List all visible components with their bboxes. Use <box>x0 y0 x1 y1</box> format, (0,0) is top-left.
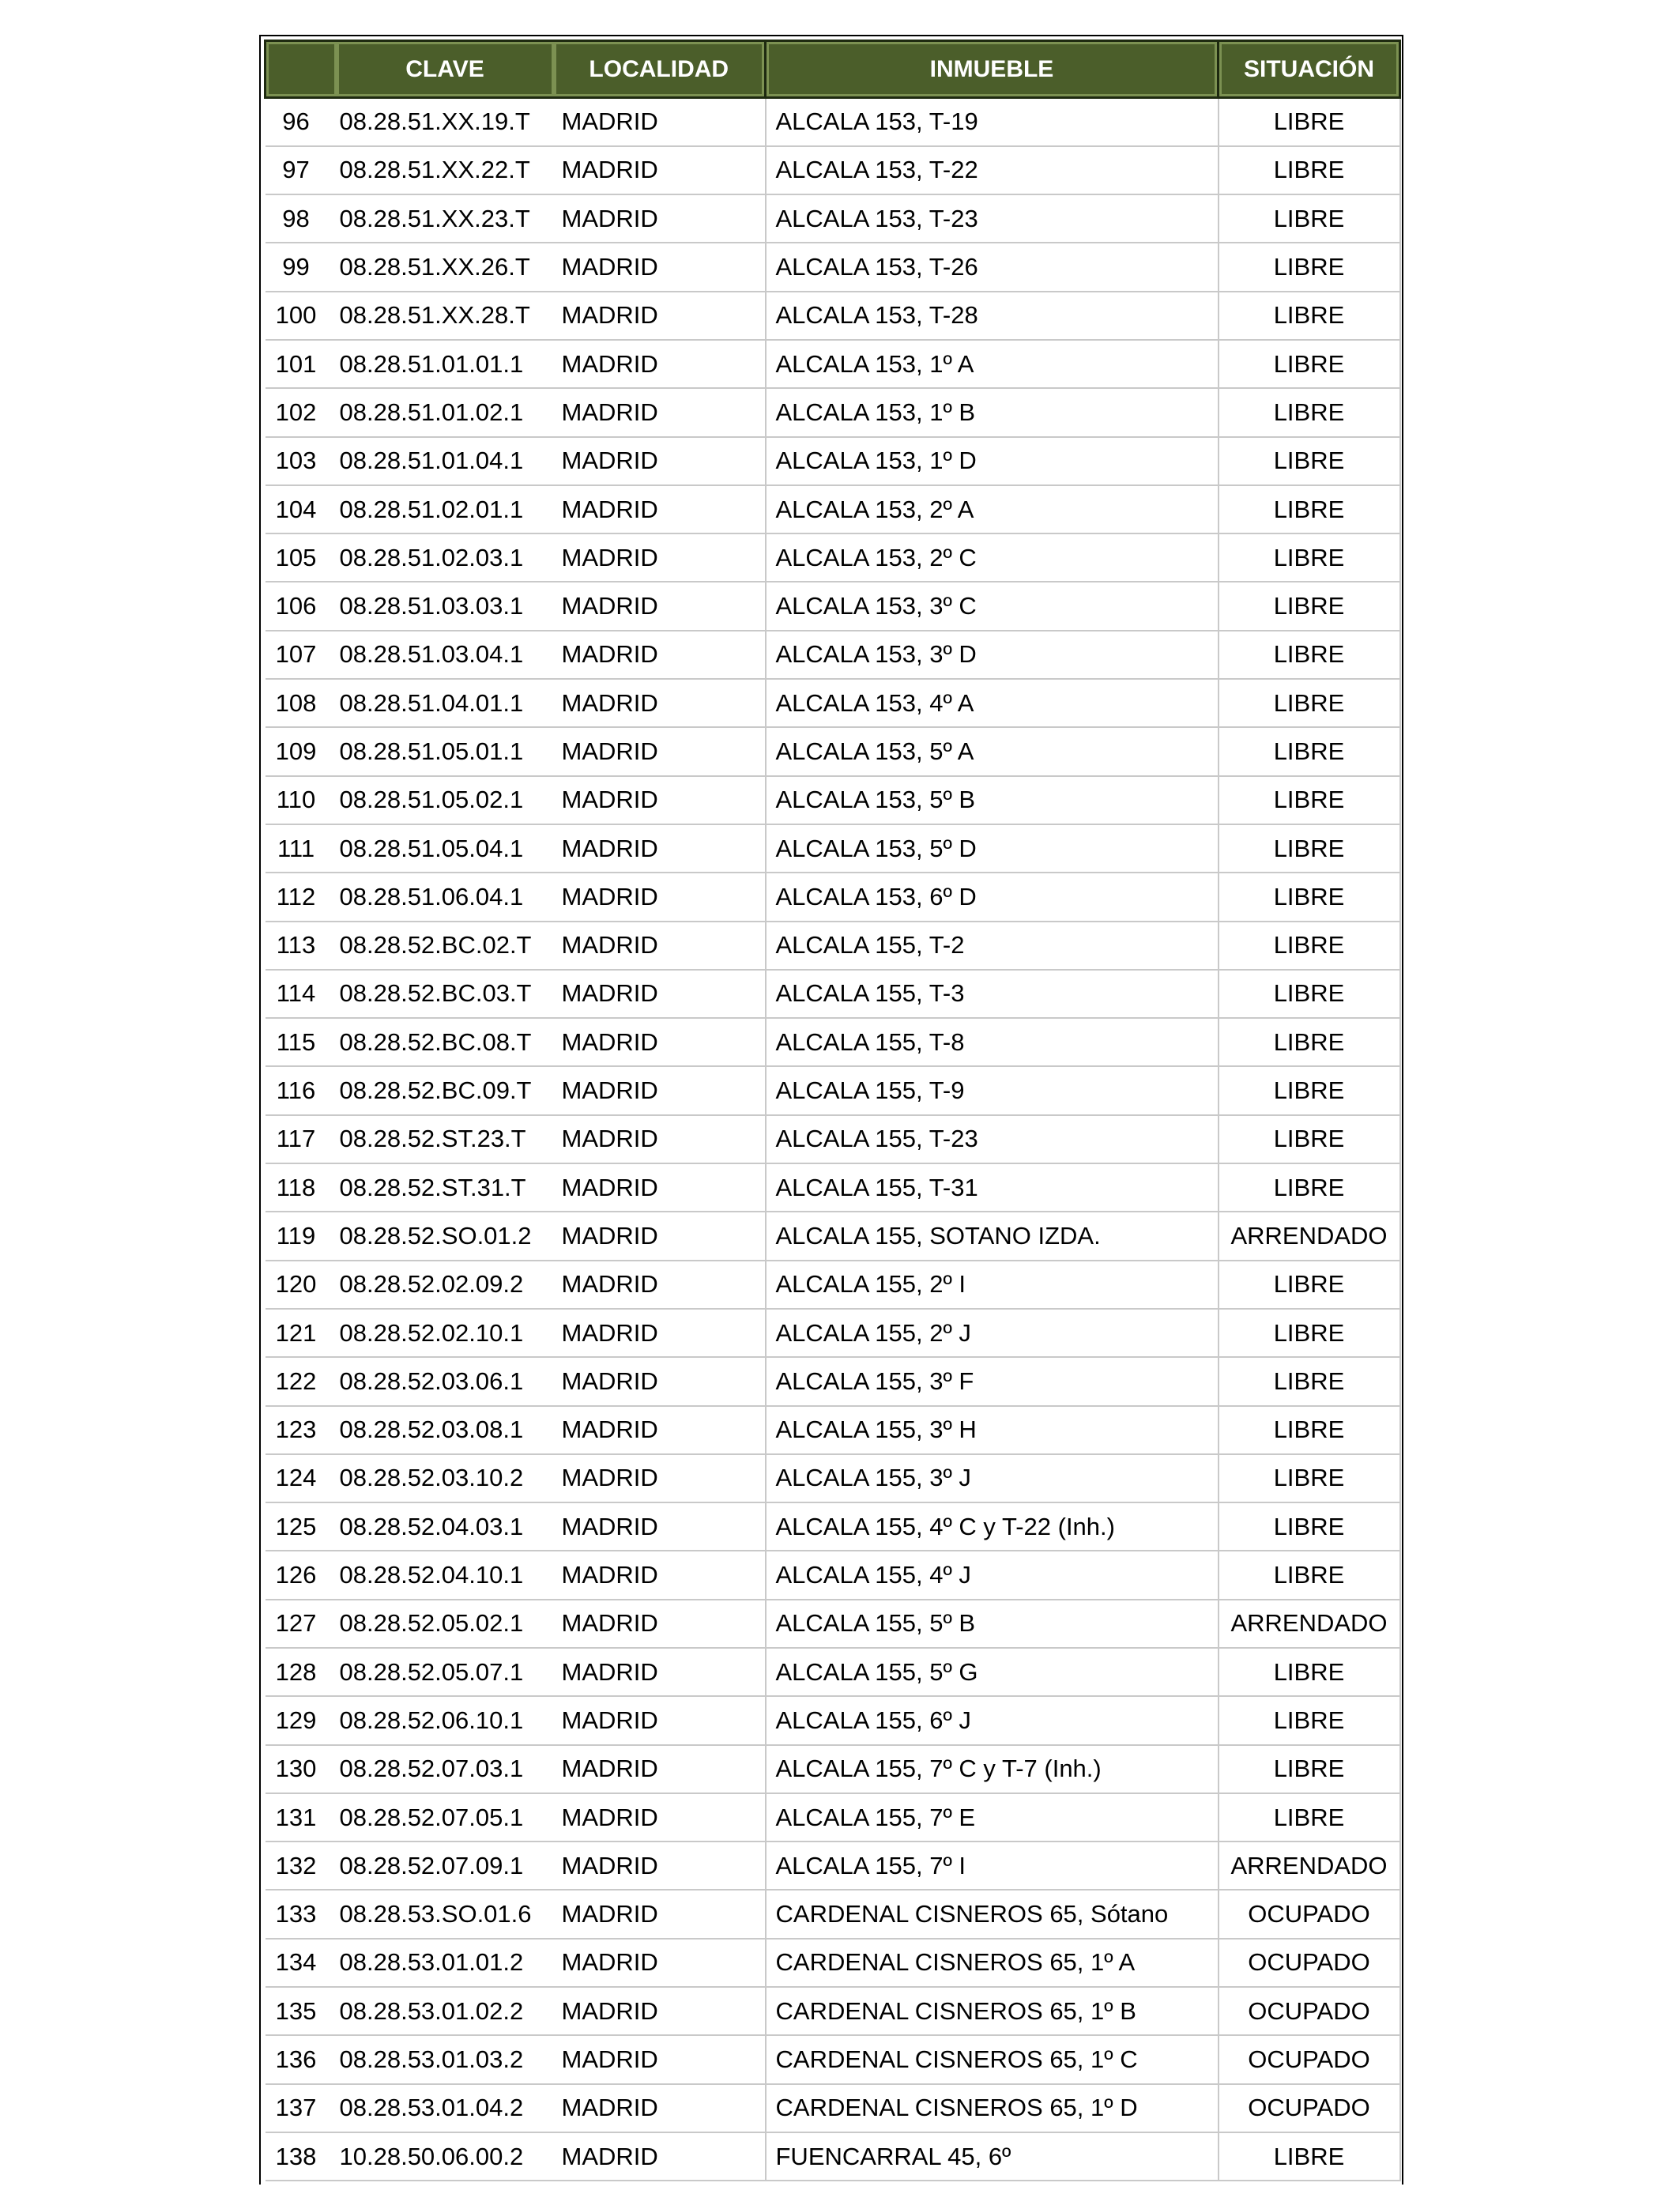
table-row <box>266 388 1400 436</box>
situacion-cell: LIBRE <box>1219 340 1400 388</box>
table-row <box>266 98 1400 146</box>
row-number: 97 <box>266 146 337 194</box>
row-number: 114 <box>266 970 337 1018</box>
clave-cell: 08.28.51.XX.22.T <box>337 146 554 194</box>
inmueble-cell: ALCALA 155, 7º E <box>766 1793 1219 1842</box>
situacion-cell: LIBRE <box>1219 194 1400 243</box>
table-row <box>266 873 1400 921</box>
clave-cell: 08.28.52.02.10.1 <box>337 1309 554 1357</box>
inmueble-cell: CARDENAL CISNEROS 65, 1º D <box>766 2084 1219 2132</box>
situacion-cell: LIBRE <box>1219 970 1400 1018</box>
inmueble-cell: ALCALA 155, 2º J <box>766 1309 1219 1357</box>
clave-cell: 08.28.52.05.07.1 <box>337 1648 554 1696</box>
inmueble-cell: ALCALA 155, 3º H <box>766 1406 1219 1454</box>
clave-cell: 08.28.53.01.02.2 <box>337 1987 554 2035</box>
clave-cell: 08.28.52.05.02.1 <box>337 1600 554 1648</box>
localidad-cell: MADRID <box>554 1696 766 1744</box>
inmueble-cell: CARDENAL CISNEROS 65, 1º A <box>766 1939 1219 1987</box>
clave-cell: 08.28.52.BC.03.T <box>337 970 554 1018</box>
row-number: 110 <box>266 776 337 824</box>
localidad-cell: MADRID <box>554 1745 766 1793</box>
row-number: 101 <box>266 340 337 388</box>
localidad-cell: MADRID <box>554 292 766 340</box>
situacion-cell: LIBRE <box>1219 533 1400 582</box>
localidad-cell: MADRID <box>554 485 766 533</box>
situacion-cell: LIBRE <box>1219 631 1400 679</box>
localidad-cell: MADRID <box>554 873 766 921</box>
clave-cell: 08.28.52.ST.23.T <box>337 1115 554 1163</box>
inmueble-cell: ALCALA 155, T-3 <box>766 970 1219 1018</box>
inmueble-cell: ALCALA 155, T-23 <box>766 1115 1219 1163</box>
localidad-cell: MADRID <box>554 1890 766 1938</box>
situacion-cell: LIBRE <box>1219 292 1400 340</box>
localidad-cell: MADRID <box>554 2132 766 2181</box>
inmueble-cell: ALCALA 155, 7º C y T-7 (Inh.) <box>766 1745 1219 1793</box>
localidad-cell: MADRID <box>554 98 766 146</box>
situacion-cell: LIBRE <box>1219 679 1400 727</box>
clave-cell: 08.28.52.BC.02.T <box>337 922 554 970</box>
inmueble-cell: ALCALA 155, T-8 <box>766 1018 1219 1066</box>
situacion-cell: LIBRE <box>1219 922 1400 970</box>
inmueble-cell: ALCALA 153, 2º A <box>766 485 1219 533</box>
situacion-cell: LIBRE <box>1219 485 1400 533</box>
table-row <box>266 437 1400 485</box>
row-number: 130 <box>266 1745 337 1793</box>
situacion-cell: LIBRE <box>1219 243 1400 291</box>
localidad-cell: MADRID <box>554 1793 766 1842</box>
clave-cell: 08.28.51.01.02.1 <box>337 388 554 436</box>
row-number: 134 <box>266 1939 337 1987</box>
clave-cell: 08.28.51.XX.28.T <box>337 292 554 340</box>
row-number: 104 <box>266 485 337 533</box>
clave-cell: 08.28.51.05.02.1 <box>337 776 554 824</box>
inmueble-cell: ALCALA 155, T-9 <box>766 1066 1219 1114</box>
inmueble-cell: ALCALA 153, 3º D <box>766 631 1219 679</box>
clave-cell: 08.28.52.07.05.1 <box>337 1793 554 1842</box>
row-number: 138 <box>266 2132 337 2181</box>
situacion-cell: OCUPADO <box>1219 1939 1400 1987</box>
table-row <box>266 1502 1400 1551</box>
inmueble-cell: ALCALA 153, 1º B <box>766 388 1219 436</box>
situacion-cell: LIBRE <box>1219 388 1400 436</box>
table-row <box>266 1357 1400 1405</box>
inmueble-cell: ALCALA 155, 5º G <box>766 1648 1219 1696</box>
localidad-cell: MADRID <box>554 1551 766 1599</box>
table-row <box>266 1163 1400 1212</box>
table-row <box>266 533 1400 582</box>
inmueble-cell: ALCALA 153, 1º D <box>766 437 1219 485</box>
localidad-cell: MADRID <box>554 824 766 873</box>
table-row <box>266 1212 1400 1260</box>
clave-cell: 08.28.51.03.03.1 <box>337 582 554 630</box>
row-number: 119 <box>266 1212 337 1260</box>
inmueble-cell: ALCALA 155, 4º J <box>766 1551 1219 1599</box>
localidad-cell: MADRID <box>554 1987 766 2035</box>
clave-cell: 08.28.51.06.04.1 <box>337 873 554 921</box>
clave-cell: 08.28.51.XX.26.T <box>337 243 554 291</box>
row-number: 99 <box>266 243 337 291</box>
row-number: 122 <box>266 1357 337 1405</box>
table-header-row <box>266 41 1400 98</box>
localidad-cell: MADRID <box>554 970 766 1018</box>
header-situacion: SITUACIÓN <box>1219 41 1400 98</box>
inmueble-cell: ALCALA 153, T-23 <box>766 194 1219 243</box>
clave-cell: 08.28.52.07.09.1 <box>337 1842 554 1890</box>
situacion-cell: ARRENDADO <box>1219 1600 1400 1648</box>
inmueble-cell: ALCALA 153, 5º B <box>766 776 1219 824</box>
localidad-cell: MADRID <box>554 146 766 194</box>
row-number: 103 <box>266 437 337 485</box>
clave-cell: 08.28.52.06.10.1 <box>337 1696 554 1744</box>
localidad-cell: MADRID <box>554 340 766 388</box>
table-row <box>266 679 1400 727</box>
table-row <box>266 1018 1400 1066</box>
header-clave: CLAVE <box>337 41 554 98</box>
clave-cell: 08.28.52.04.10.1 <box>337 1551 554 1599</box>
inmueble-cell: ALCALA 155, 7º I <box>766 1842 1219 1890</box>
situacion-cell: LIBRE <box>1219 776 1400 824</box>
row-number: 112 <box>266 873 337 921</box>
clave-cell: 08.28.52.SO.01.2 <box>337 1212 554 1260</box>
situacion-cell: LIBRE <box>1219 98 1400 146</box>
localidad-cell: MADRID <box>554 1261 766 1309</box>
clave-cell: 08.28.51.05.01.1 <box>337 727 554 775</box>
situacion-cell: LIBRE <box>1219 873 1400 921</box>
inmueble-cell: FUENCARRAL 45, 6º <box>766 2132 1219 2181</box>
row-number: 109 <box>266 727 337 775</box>
localidad-cell: MADRID <box>554 1066 766 1114</box>
clave-cell: 08.28.52.04.03.1 <box>337 1502 554 1551</box>
situacion-cell: ARRENDADO <box>1219 1842 1400 1890</box>
row-number: 123 <box>266 1406 337 1454</box>
table-row <box>266 1454 1400 1502</box>
situacion-cell: LIBRE <box>1219 437 1400 485</box>
localidad-cell: MADRID <box>554 1163 766 1212</box>
clave-cell: 08.28.53.SO.01.6 <box>337 1890 554 1938</box>
row-number: 125 <box>266 1502 337 1551</box>
row-number: 133 <box>266 1890 337 1938</box>
localidad-cell: MADRID <box>554 388 766 436</box>
row-number: 137 <box>266 2084 337 2132</box>
clave-cell: 08.28.51.04.01.1 <box>337 679 554 727</box>
row-number: 120 <box>266 1261 337 1309</box>
localidad-cell: MADRID <box>554 1357 766 1405</box>
table-row <box>266 1551 1400 1599</box>
situacion-cell: OCUPADO <box>1219 1890 1400 1938</box>
table-body <box>266 98 1400 2181</box>
situacion-cell: LIBRE <box>1219 146 1400 194</box>
situacion-cell: LIBRE <box>1219 1502 1400 1551</box>
clave-cell: 08.28.52.BC.08.T <box>337 1018 554 1066</box>
table-row <box>266 922 1400 970</box>
row-number: 117 <box>266 1115 337 1163</box>
row-number: 113 <box>266 922 337 970</box>
table-row <box>266 1793 1400 1842</box>
inmueble-cell: ALCALA 153, 5º A <box>766 727 1219 775</box>
table-row <box>266 824 1400 873</box>
row-number: 128 <box>266 1648 337 1696</box>
localidad-cell: MADRID <box>554 1309 766 1357</box>
localidad-cell: MADRID <box>554 243 766 291</box>
row-number: 136 <box>266 2035 337 2083</box>
inmueble-cell: ALCALA 155, 6º J <box>766 1696 1219 1744</box>
localidad-cell: MADRID <box>554 679 766 727</box>
localidad-cell: MADRID <box>554 1842 766 1890</box>
localidad-cell: MADRID <box>554 1600 766 1648</box>
localidad-cell: MADRID <box>554 631 766 679</box>
row-number: 127 <box>266 1600 337 1648</box>
row-number: 96 <box>266 98 337 146</box>
localidad-cell: MADRID <box>554 533 766 582</box>
inmueble-cell: ALCALA 153, T-22 <box>766 146 1219 194</box>
clave-cell: 08.28.52.03.06.1 <box>337 1357 554 1405</box>
inmueble-cell: ALCALA 153, 2º C <box>766 533 1219 582</box>
table-row <box>266 243 1400 291</box>
inmueble-cell: CARDENAL CISNEROS 65, 1º C <box>766 2035 1219 2083</box>
table-row <box>266 776 1400 824</box>
row-number: 98 <box>266 194 337 243</box>
table-row <box>266 1600 1400 1648</box>
inmueble-cell: ALCALA 153, T-26 <box>766 243 1219 291</box>
row-number: 135 <box>266 1987 337 2035</box>
row-number: 105 <box>266 533 337 582</box>
situacion-cell: LIBRE <box>1219 1357 1400 1405</box>
table-row <box>266 1066 1400 1114</box>
property-table <box>264 40 1401 2181</box>
inmueble-cell: ALCALA 153, 5º D <box>766 824 1219 873</box>
inmueble-cell: ALCALA 153, T-28 <box>766 292 1219 340</box>
localidad-cell: MADRID <box>554 1018 766 1066</box>
situacion-cell: OCUPADO <box>1219 1987 1400 2035</box>
header-localidad: LOCALIDAD <box>554 41 766 98</box>
clave-cell: 08.28.51.05.04.1 <box>337 824 554 873</box>
clave-cell: 08.28.51.01.01.1 <box>337 340 554 388</box>
table-row <box>266 1890 1400 1938</box>
row-number: 111 <box>266 824 337 873</box>
localidad-cell: MADRID <box>554 776 766 824</box>
clave-cell: 08.28.53.01.04.2 <box>337 2084 554 2132</box>
table-row <box>266 292 1400 340</box>
situacion-cell: LIBRE <box>1219 1648 1400 1696</box>
row-number: 124 <box>266 1454 337 1502</box>
table-row <box>266 1115 1400 1163</box>
situacion-cell: LIBRE <box>1219 1406 1400 1454</box>
table-row <box>266 2132 1400 2181</box>
localidad-cell: MADRID <box>554 1115 766 1163</box>
inmueble-cell: ALCALA 155, 3º J <box>766 1454 1219 1502</box>
situacion-cell: LIBRE <box>1219 1309 1400 1357</box>
situacion-cell: LIBRE <box>1219 1163 1400 1212</box>
row-number: 108 <box>266 679 337 727</box>
inmueble-cell: ALCALA 153, 3º C <box>766 582 1219 630</box>
inmueble-cell: CARDENAL CISNEROS 65, Sótano <box>766 1890 1219 1938</box>
clave-cell: 08.28.52.03.10.2 <box>337 1454 554 1502</box>
situacion-cell: LIBRE <box>1219 1793 1400 1842</box>
localidad-cell: MADRID <box>554 194 766 243</box>
row-number: 106 <box>266 582 337 630</box>
inmueble-cell: ALCALA 155, SOTANO IZDA. <box>766 1212 1219 1260</box>
situacion-cell: LIBRE <box>1219 1018 1400 1066</box>
clave-cell: 08.28.52.07.03.1 <box>337 1745 554 1793</box>
row-number: 129 <box>266 1696 337 1744</box>
row-number: 115 <box>266 1018 337 1066</box>
table-row <box>266 631 1400 679</box>
table-row <box>266 1939 1400 1987</box>
row-number: 121 <box>266 1309 337 1357</box>
table-row <box>266 582 1400 630</box>
row-number: 131 <box>266 1793 337 1842</box>
table-row <box>266 1696 1400 1744</box>
localidad-cell: MADRID <box>554 437 766 485</box>
clave-cell: 08.28.51.02.01.1 <box>337 485 554 533</box>
table-row <box>266 1987 1400 2035</box>
table-row <box>266 1406 1400 1454</box>
table-row <box>266 1842 1400 1890</box>
table-row <box>266 970 1400 1018</box>
situacion-cell: LIBRE <box>1219 1115 1400 1163</box>
situacion-cell: LIBRE <box>1219 2132 1400 2181</box>
table-row <box>266 1745 1400 1793</box>
table-row <box>266 2084 1400 2132</box>
localidad-cell: MADRID <box>554 1939 766 1987</box>
inmueble-cell: ALCALA 153, 1º A <box>766 340 1219 388</box>
clave-cell: 10.28.50.06.00.2 <box>337 2132 554 2181</box>
clave-cell: 08.28.51.02.03.1 <box>337 533 554 582</box>
clave-cell: 08.28.52.03.08.1 <box>337 1406 554 1454</box>
localidad-cell: MADRID <box>554 1648 766 1696</box>
inmueble-cell: ALCALA 155, 5º B <box>766 1600 1219 1648</box>
row-number: 100 <box>266 292 337 340</box>
clave-cell: 08.28.53.01.03.2 <box>337 2035 554 2083</box>
situacion-cell: ARRENDADO <box>1219 1212 1400 1260</box>
table-row <box>266 2035 1400 2083</box>
row-number: 116 <box>266 1066 337 1114</box>
inmueble-cell: ALCALA 155, 4º C y T-22 (Inh.) <box>766 1502 1219 1551</box>
localidad-cell: MADRID <box>554 922 766 970</box>
clave-cell: 08.28.53.01.01.2 <box>337 1939 554 1987</box>
row-number: 118 <box>266 1163 337 1212</box>
clave-cell: 08.28.52.ST.31.T <box>337 1163 554 1212</box>
localidad-cell: MADRID <box>554 1502 766 1551</box>
table-row <box>266 485 1400 533</box>
table-row <box>266 146 1400 194</box>
localidad-cell: MADRID <box>554 727 766 775</box>
table-row <box>266 1261 1400 1309</box>
row-number: 102 <box>266 388 337 436</box>
situacion-cell: LIBRE <box>1219 1696 1400 1744</box>
inmueble-cell: ALCALA 153, 6º D <box>766 873 1219 921</box>
situacion-cell: LIBRE <box>1219 1066 1400 1114</box>
table-row <box>266 1648 1400 1696</box>
localidad-cell: MADRID <box>554 1212 766 1260</box>
situacion-cell: LIBRE <box>1219 1454 1400 1502</box>
row-number: 107 <box>266 631 337 679</box>
row-number: 132 <box>266 1842 337 1890</box>
inmueble-cell: ALCALA 155, T-2 <box>766 922 1219 970</box>
situacion-cell: LIBRE <box>1219 1551 1400 1599</box>
header-inmueble: INMUEBLE <box>766 41 1219 98</box>
row-number: 126 <box>266 1551 337 1599</box>
inmueble-cell: ALCALA 155, 2º I <box>766 1261 1219 1309</box>
clave-cell: 08.28.52.BC.09.T <box>337 1066 554 1114</box>
inmueble-cell: ALCALA 155, 3º F <box>766 1357 1219 1405</box>
localidad-cell: MADRID <box>554 1454 766 1502</box>
situacion-cell: LIBRE <box>1219 727 1400 775</box>
table-row <box>266 727 1400 775</box>
situacion-cell: OCUPADO <box>1219 2035 1400 2083</box>
localidad-cell: MADRID <box>554 582 766 630</box>
clave-cell: 08.28.52.02.09.2 <box>337 1261 554 1309</box>
inmueble-cell: ALCALA 155, T-31 <box>766 1163 1219 1212</box>
localidad-cell: MADRID <box>554 1406 766 1454</box>
localidad-cell: MADRID <box>554 2035 766 2083</box>
clave-cell: 08.28.51.03.04.1 <box>337 631 554 679</box>
situacion-cell: LIBRE <box>1219 824 1400 873</box>
clave-cell: 08.28.51.XX.19.T <box>337 98 554 146</box>
situacion-cell: LIBRE <box>1219 1745 1400 1793</box>
inmueble-cell: CARDENAL CISNEROS 65, 1º B <box>766 1987 1219 2035</box>
localidad-cell: MADRID <box>554 2084 766 2132</box>
clave-cell: 08.28.51.01.04.1 <box>337 437 554 485</box>
inmueble-cell: ALCALA 153, T-19 <box>766 98 1219 146</box>
situacion-cell: LIBRE <box>1219 582 1400 630</box>
table-row <box>266 340 1400 388</box>
clave-cell: 08.28.51.XX.23.T <box>337 194 554 243</box>
header-number <box>266 41 337 98</box>
situacion-cell: OCUPADO <box>1219 2084 1400 2132</box>
inmueble-cell: ALCALA 153, 4º A <box>766 679 1219 727</box>
table-row <box>266 1309 1400 1357</box>
situacion-cell: LIBRE <box>1219 1261 1400 1309</box>
table-row <box>266 194 1400 243</box>
